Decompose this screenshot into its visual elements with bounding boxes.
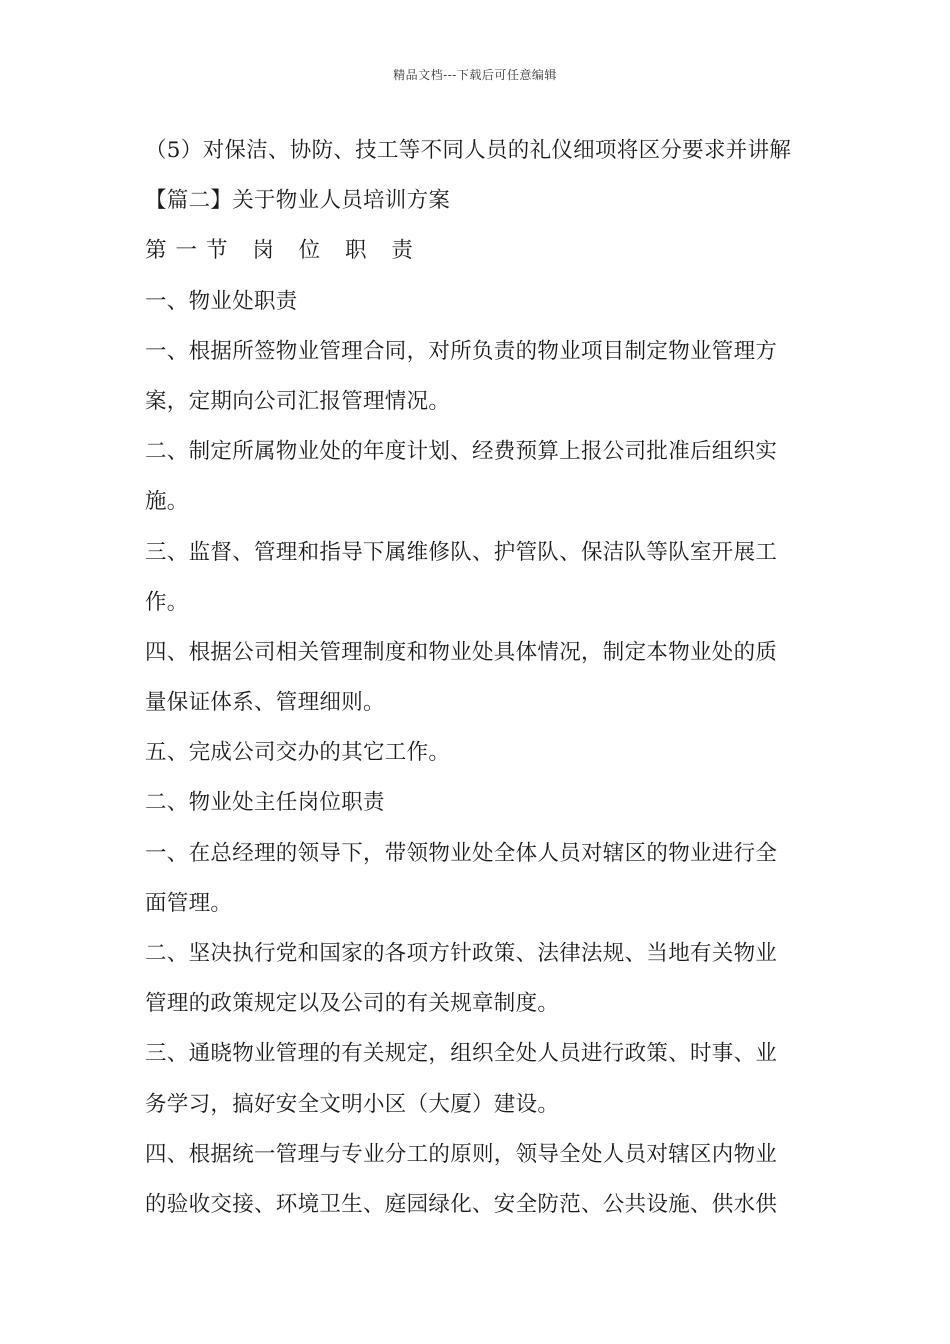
- subsection-heading: 一、物业处职责: [145, 288, 298, 314]
- text-line: 的验收交接、环境卫生、庭园绿化、安全防范、公共设施、供水供: [145, 1191, 778, 1217]
- text-line: 三、监督、管理和指导下属维修队、护管队、保洁队等队室开展工: [145, 539, 778, 565]
- text-line: 四、根据公司相关管理制度和物业处具体情况，制定本物业处的质: [145, 639, 778, 665]
- text-line: 作。: [145, 589, 189, 615]
- text-line: （5）对保洁、协防、技工等不同人员的礼仪细项将区分要求并讲解: [145, 138, 792, 163]
- text-line: 二、制定所属物业处的年度计划、经费预算上报公司批准后组织实: [145, 439, 778, 465]
- text-line: 五、完成公司交办的其它工作。: [145, 740, 451, 766]
- subsection-heading: 二、物业处主任岗位职责: [145, 790, 385, 816]
- text-line: 管理的政策规定以及公司的有关规章制度。: [145, 991, 560, 1017]
- text-line: 案，定期向公司汇报管理情况。: [145, 388, 451, 414]
- section-heading: 【篇二】关于物业人员培训方案: [145, 188, 451, 214]
- text-line: 务学习，搞好安全文明小区（大厦）建设。: [145, 1091, 560, 1117]
- text-line: 量保证体系、管理细则。: [145, 690, 385, 716]
- page-header: 精品文档---下载后可任意编辑: [393, 68, 557, 82]
- document-body: [145, 132, 810, 1236]
- text-line: 三、通晓物业管理的有关规定，组织全处人员进行政策、时事、业: [145, 1041, 778, 1067]
- text-line: 施。: [145, 489, 189, 515]
- text-line: 面管理。: [145, 890, 233, 916]
- text-line: 一、在总经理的领导下，带领物业处全体人员对辖区的物业进行全: [145, 840, 778, 866]
- text-line: 四、根据统一管理与专业分工的原则，领导全处人员对辖区内物业: [145, 1141, 778, 1167]
- text-line: 一、根据所签物业管理合同，对所负责的物业项目制定物业管理方: [145, 338, 778, 364]
- chapter-heading: 第一节 岗 位 职 责: [145, 238, 422, 264]
- text-line: 二、坚决执行党和国家的各项方针政策、法律法规、当地有关物业: [145, 941, 778, 966]
